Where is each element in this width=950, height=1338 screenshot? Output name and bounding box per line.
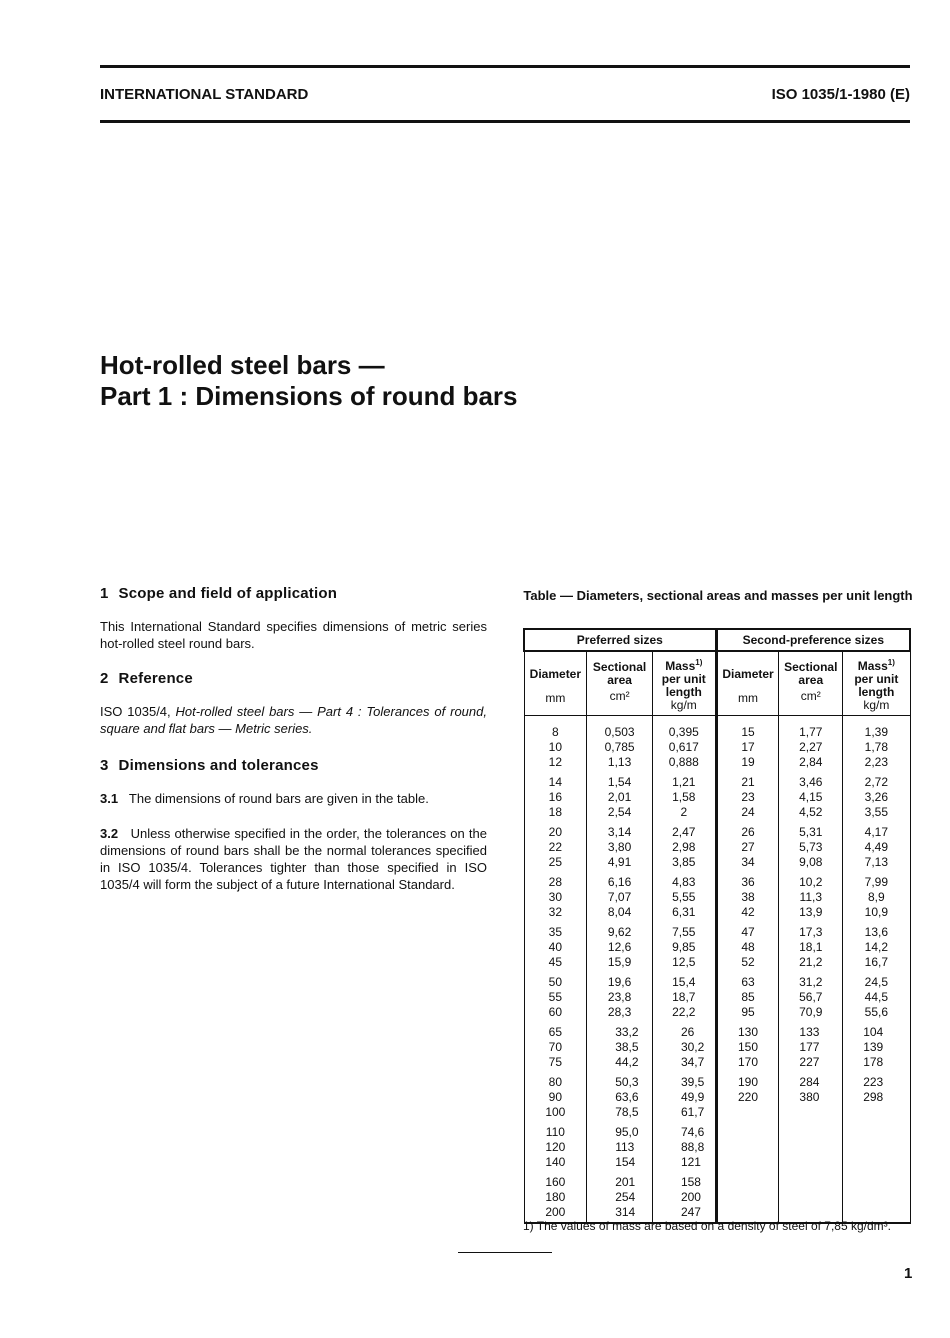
table-cell: 130 [716,1020,779,1040]
table-cell: 78,5 [587,1105,653,1120]
table-caption: Table — Diameters, sectional areas and masses per unit length [523,588,913,603]
table-cell: 75 [524,1055,587,1070]
table-cell: 70 [524,1040,587,1055]
table-cell: 27 [716,840,779,855]
table-row [524,805,910,820]
table-row [524,970,910,990]
table-cell: 178 [843,1055,910,1070]
table-cell: 104 [843,1020,910,1040]
table-cell: 177 [779,1040,843,1055]
table-cell: 1,58 [652,790,716,805]
table-cell [843,1190,910,1205]
table-row [524,1140,910,1155]
table-cell: 0,617 [652,740,716,755]
table-cell: 25 [524,855,587,870]
table-cell [843,1120,910,1140]
table-cell: 180 [524,1190,587,1205]
table-cell: 4,17 [843,820,910,840]
table-cell: 200 [652,1190,716,1205]
table-cell: 1,54 [587,770,653,790]
table-cell: 380 [779,1090,843,1105]
title-line-1: Hot-rolled steel bars — [100,350,385,380]
table-cell: 3,46 [779,770,843,790]
table-cell: 56,7 [779,990,843,1005]
table-cell [779,1190,843,1205]
table-cell: 22,2 [652,1005,716,1020]
clause-3-1: 3.1 The dimensions of round bars are given in the table. [100,791,429,806]
table-cell: 44,2 [587,1055,653,1070]
table-cell: 20 [524,820,587,840]
table-cell: 70,9 [779,1005,843,1020]
table-cell: 2,84 [779,755,843,770]
table-cell: 9,08 [779,855,843,870]
table-cell: 1,77 [779,716,843,741]
table-cell: 32 [524,905,587,920]
table-cell: 3,55 [843,805,910,820]
table-cell: 24,5 [843,970,910,990]
table-cell: 33,2 [587,1020,653,1040]
table-cell: 17 [716,740,779,755]
table-row [524,940,910,955]
table-cell: 0,785 [587,740,653,755]
table-row [524,990,910,1005]
table-cell: 121 [652,1155,716,1170]
table-cell: 28,3 [587,1005,653,1020]
table-cell: 55 [524,990,587,1005]
table-cell: 0,395 [652,716,716,741]
table-cell: 110 [524,1120,587,1140]
table-cell: 1,39 [843,716,910,741]
table-cell: 4,15 [779,790,843,805]
table-cell: 45 [524,955,587,970]
header-rule [100,120,910,123]
table-cell [716,1170,779,1190]
table-row [524,716,910,741]
table-row [524,1090,910,1105]
table-cell: 10,2 [779,870,843,890]
table-cell: 18,7 [652,990,716,1005]
table-cell: 95,0 [587,1120,653,1140]
table-row [524,1020,910,1040]
table-cell: 7,55 [652,920,716,940]
table-cell: 0,888 [652,755,716,770]
table-cell: 2,01 [587,790,653,805]
table-cell: 90 [524,1090,587,1105]
table-cell: 14 [524,770,587,790]
table-cell: 18 [524,805,587,820]
table-cell: 16 [524,790,587,805]
table-row [524,1190,910,1205]
table-cell: 2,23 [843,755,910,770]
table-cell [716,1105,779,1120]
table-cell: 2 [652,805,716,820]
table-cell: 13,6 [843,920,910,940]
table-row [524,1155,910,1170]
table-cell [779,1140,843,1155]
column-header: Sectional area cm² [779,651,843,716]
table-cell: 47 [716,920,779,940]
table-cell: 2,72 [843,770,910,790]
table-cell: 36 [716,870,779,890]
table-cell: 190 [716,1070,779,1090]
table-cell: 3,26 [843,790,910,805]
table-cell: 158 [652,1170,716,1190]
table-cell: 49,9 [652,1090,716,1105]
table-cell: 12,5 [652,955,716,970]
table-cell: 10,9 [843,905,910,920]
table-cell: 11,3 [779,890,843,905]
table-cell [779,1105,843,1120]
table-cell: 15,4 [652,970,716,990]
table-cell: 0,503 [587,716,653,741]
table-cell: 170 [716,1055,779,1070]
clause-3-2: 3.2 Unless otherwise specified in the order, the tolerances on the dimensions of round bars shall be the normal tolerances specified in ISO 1035/4. Tolerances tighter than those specified in ISO 1035/4 will form the subject of a future International Standard. [100,826,488,892]
table-cell: 2,47 [652,820,716,840]
table-cell: 3,14 [587,820,653,840]
section-2-heading: 2 Reference [100,670,193,687]
table-cell: 52 [716,955,779,970]
table-cell: 5,73 [779,840,843,855]
table-cell: 154 [587,1155,653,1170]
table-cell: 160 [524,1170,587,1190]
table-cell: 80 [524,1070,587,1090]
group-preferred: Preferred sizes [524,629,716,651]
table-row [524,905,910,920]
table-row [524,1170,910,1190]
table-cell [843,1140,910,1155]
table-cell: 9,85 [652,940,716,955]
table-cell [779,1120,843,1140]
table-cell: 284 [779,1070,843,1090]
table-cell: 28 [524,870,587,890]
table-cell: 55,6 [843,1005,910,1020]
table-cell: 9,62 [587,920,653,940]
table-cell [716,1190,779,1205]
table-cell: 34 [716,855,779,870]
table-cell: 39,5 [652,1070,716,1090]
table-cell: 63 [716,970,779,990]
table-cell: 1,13 [587,755,653,770]
table-cell: 1,78 [843,740,910,755]
table-cell: 38 [716,890,779,905]
table-cell: 15 [716,716,779,741]
table-row [524,1005,910,1020]
table-cell: 4,91 [587,855,653,870]
top-rule [100,65,910,68]
page-number: 1 [904,1265,913,1282]
table-row [524,890,910,905]
table-cell [843,1105,910,1120]
table-cell: 95 [716,1005,779,1020]
header-left: INTERNATIONAL STANDARD [100,86,309,103]
table-row [524,920,910,940]
table-cell: 23 [716,790,779,805]
table-cell: 18,1 [779,940,843,955]
table-row [524,770,910,790]
table-cell: 100 [524,1105,587,1120]
table-footnote: 1) The values of mass are based on a density of steel of 7,85 kg/dm³. [523,1219,891,1233]
table-cell: 4,49 [843,840,910,855]
table-cell: 12,6 [587,940,653,955]
table-cell: 40 [524,940,587,955]
table-cell: 21 [716,770,779,790]
table-cell: 22 [524,840,587,855]
table-cell: 10 [524,740,587,755]
table-cell: 50 [524,970,587,990]
table-cell: 201 [587,1170,653,1190]
column-header: Mass$^{1)}$ per unit length kg/m [652,651,716,716]
table-cell [716,1120,779,1140]
table-cell: 23,8 [587,990,653,1005]
table-row [524,1120,910,1140]
table-cell: 247 [652,1205,716,1223]
dimensions-table [523,628,911,1224]
table-cell: 16,7 [843,955,910,970]
title-line-2: Part 1 : Dimensions of round bars [100,381,518,411]
table-cell: 30 [524,890,587,905]
table-cell: 5,31 [779,820,843,840]
section-3-heading: 3 Dimensions and tolerances [100,757,319,774]
table-row [524,855,910,870]
section-1-text: This International Standard specifies dimensions of metric series hot-rolled steel round bars. [100,619,487,651]
table-cell: 8,04 [587,905,653,920]
table-cell [779,1170,843,1190]
column-header: Diameter mm [716,651,779,716]
table-cell: 254 [587,1190,653,1205]
table-row [524,755,910,770]
table-cell: 2,98 [652,840,716,855]
table-cell: 26 [652,1020,716,1040]
table-cell: 2,27 [779,740,843,755]
table-cell: 200 [524,1205,587,1223]
column-header: Sectional area cm² [587,651,653,716]
table-cell: 3,80 [587,840,653,855]
table-row [524,740,910,755]
table-cell: 223 [843,1070,910,1090]
table-cell: 314 [587,1205,653,1223]
table-cell: 8,9 [843,890,910,905]
table-cell: 85 [716,990,779,1005]
table-cell: 7,99 [843,870,910,890]
table-cell: 3,85 [652,855,716,870]
table-cell: 220 [716,1090,779,1105]
table-cell: 8 [524,716,587,741]
table-cell: 7,07 [587,890,653,905]
document-title [100,350,518,412]
table-cell: 17,3 [779,920,843,940]
table-cell: 19,6 [587,970,653,990]
left-column [100,585,487,911]
column-header: Mass$^{1)}$ per unit length kg/m [843,651,910,716]
section-1-heading: 1 Scope and field of application [100,585,338,602]
table-cell: 30,2 [652,1040,716,1055]
table-cell: 150 [716,1040,779,1055]
table-row [524,790,910,805]
table-row [524,1070,910,1090]
table-cell: 139 [843,1040,910,1055]
table-cell: 35 [524,920,587,940]
table-cell: 140 [524,1155,587,1170]
table-row [524,1040,910,1055]
table-cell: 7,13 [843,855,910,870]
table-cell: 65 [524,1020,587,1040]
section-2-text: ISO 1035/4, Hot-rolled steel bars — Part 4 : Tolerances of round, square and flat bars — Metric series. [100,704,487,736]
table-row [524,1055,910,1070]
table-cell: 133 [779,1020,843,1040]
table-cell: 6,31 [652,905,716,920]
table-cell: 63,6 [587,1090,653,1105]
table-cell: 6,16 [587,870,653,890]
table-cell: 31,2 [779,970,843,990]
table-row [524,820,910,840]
footnote-rule [458,1252,552,1253]
table-cell: 298 [843,1090,910,1105]
table-cell [843,1155,910,1170]
table-cell: 120 [524,1140,587,1155]
table-cell: 4,83 [652,870,716,890]
table-cell: 12 [524,755,587,770]
table-cell [779,1155,843,1170]
column-header: Diameter mm [524,651,587,716]
table-cell: 4,52 [779,805,843,820]
table-cell: 50,3 [587,1070,653,1090]
table-cell: 61,7 [652,1105,716,1120]
table-cell: 15,9 [587,955,653,970]
table-cell: 21,2 [779,955,843,970]
table-cell [716,1155,779,1170]
table-cell [843,1170,910,1190]
table-cell: 34,7 [652,1055,716,1070]
table-cell: 227 [779,1055,843,1070]
table-cell: 42 [716,905,779,920]
table-cell: 13,9 [779,905,843,920]
table-row [524,870,910,890]
table-row [524,955,910,970]
table-cell: 60 [524,1005,587,1020]
table-cell: 88,8 [652,1140,716,1155]
table-cell: 19 [716,755,779,770]
table-cell: 2,54 [587,805,653,820]
header-right: ISO 1035/1-1980 (E) [771,86,910,103]
table-cell: 1,21 [652,770,716,790]
table-row [524,840,910,855]
table-cell: 44,5 [843,990,910,1005]
table-cell [716,1140,779,1155]
table-cell: 38,5 [587,1040,653,1055]
table-cell: 14,2 [843,940,910,955]
table-cell: 74,6 [652,1120,716,1140]
table-row [524,1105,910,1120]
group-second-preference: Second-preference sizes [716,629,910,651]
table-cell: 113 [587,1140,653,1155]
table-cell: 24 [716,805,779,820]
table-cell: 48 [716,940,779,955]
table-cell: 5,55 [652,890,716,905]
table-cell: 26 [716,820,779,840]
